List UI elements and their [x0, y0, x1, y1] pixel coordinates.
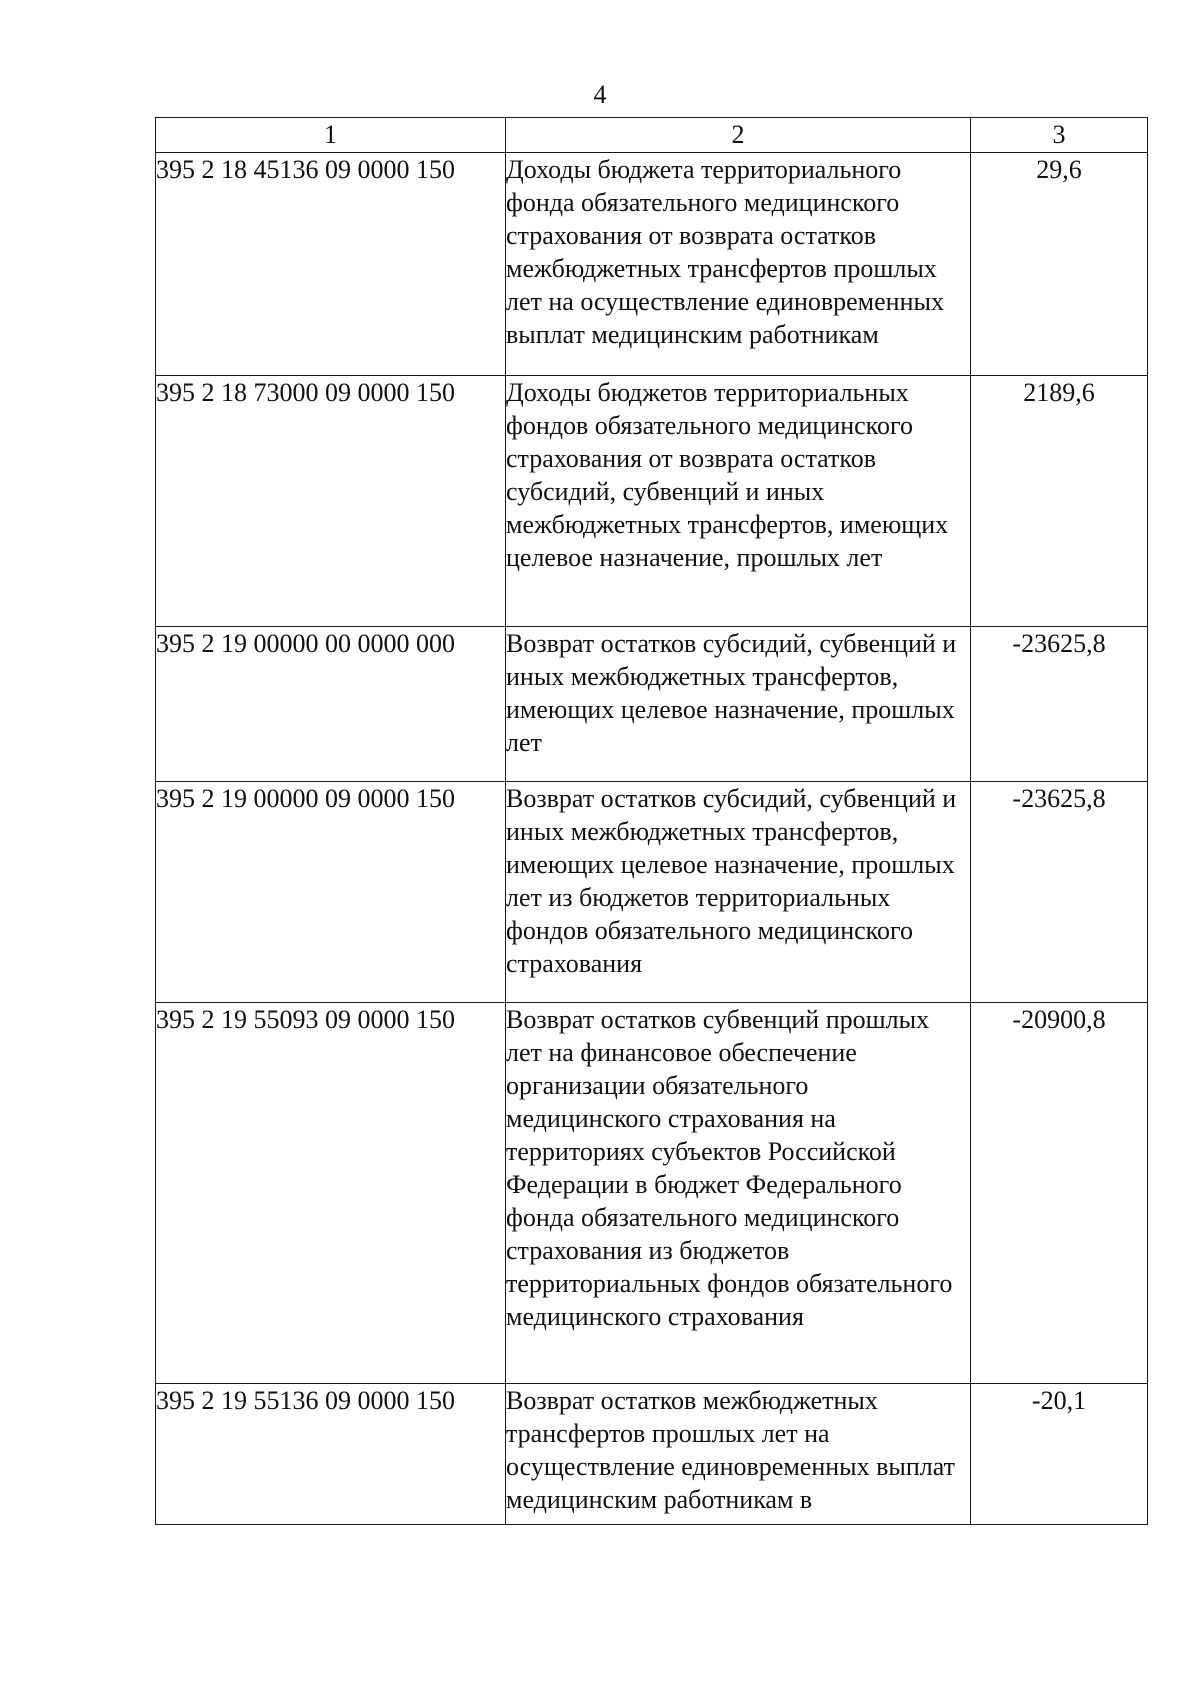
table-row: [156, 153, 1148, 376]
table-header: [156, 118, 1148, 153]
row-amount: -20900,8: [971, 1003, 1148, 1384]
row-name: Возврат остатков межбюджетных трансфертов прошлых лет на осуществление единовременных выплат медицинским работникам в: [506, 1384, 971, 1525]
row-name: Доходы бюджета территориального фонда обязательного медицинского страхования от возврата остатков межбюджетных трансфертов прошлых лет на осуществление единовременных выплат медицинским работникам: [506, 153, 971, 376]
row-code: 395 2 18 45136 09 0000 150: [156, 153, 506, 376]
row-name: Возврат остатков субсидий, субвенций и иных межбюджетных трансфертов, имеющих целевое назначение, прошлых лет из бюджетов территориальных фондов обязательного медицинского страхования: [506, 782, 971, 1003]
table-row: [156, 627, 1148, 782]
row-code: 395 2 19 55136 09 0000 150: [156, 1384, 506, 1525]
row-amount: -23625,8: [971, 782, 1148, 1003]
row-amount: -20,1: [971, 1384, 1148, 1525]
row-amount: 29,6: [971, 153, 1148, 376]
budget-table: [155, 117, 1148, 1525]
table-row: [156, 376, 1148, 627]
row-name: Возврат остатков субсидий, субвенций и иных межбюджетных трансфертов, имеющих целевое назначение, прошлых лет: [506, 627, 971, 782]
row-code: 395 2 19 00000 00 0000 000: [156, 627, 506, 782]
row-code: 395 2 19 55093 09 0000 150: [156, 1003, 506, 1384]
row-name: Возврат остатков субвенций прошлых лет на финансовое обеспечение организации обязательного медицинского страхования на территориях субъектов Российской Федерации в бюджет Федерального фонда обязательного медицинского страхования из бюджетов территориальных фондов обязательного медицинского страхования: [506, 1003, 971, 1384]
row-name: Доходы бюджетов территориальных фондов обязательного медицинского страхования от возврата остатков субсидий, субвенций и иных межбюджетных трансфертов, имеющих целевое назначение, прошлых лет: [506, 376, 971, 627]
column-header-code: 1: [156, 118, 506, 153]
row-amount: 2189,6: [971, 376, 1148, 627]
row-code: 395 2 18 73000 09 0000 150: [156, 376, 506, 627]
page-number: 4: [593, 80, 607, 109]
column-header-name: 2: [506, 118, 971, 153]
row-amount: -23625,8: [971, 627, 1148, 782]
table-row: [156, 1003, 1148, 1384]
column-header-amount: 3: [971, 118, 1148, 153]
row-code: 395 2 19 00000 09 0000 150: [156, 782, 506, 1003]
header-row: [156, 118, 1148, 153]
table-row: [156, 1384, 1148, 1525]
table-body: [156, 153, 1148, 1525]
table-row: [156, 782, 1148, 1003]
